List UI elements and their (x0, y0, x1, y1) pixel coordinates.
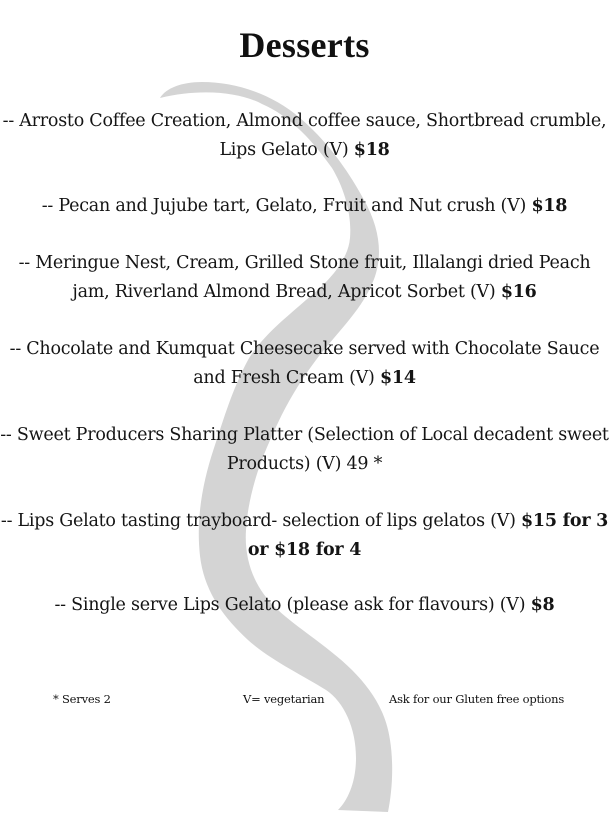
menu-item-text: -- Lips Gelato tasting trayboard- selection of lips gelatos (V) (0, 511, 516, 531)
menu-item (0, 192, 609, 221)
menu-item-price: $18 (353, 140, 390, 160)
menu-item-price: $8 (530, 595, 555, 615)
menu-item-price: $14 (379, 368, 416, 388)
menu-item-text: -- Meringue Nest, Cream, Grilled Stone fruit, Illalangi dried Peach jam, Riverland Almond Bread, Apricot Sorbet (V) (18, 253, 591, 302)
menu-item (0, 249, 609, 307)
vegetarian-note: V= vegetarian (243, 692, 325, 706)
menu-item-text: -- Sweet Producers Sharing Platter (Selection of Local decadent sweet Products) (V) 49 * (0, 425, 609, 474)
menu-item-text: -- Pecan and Jujube tart, Gelato, Fruit and Nut crush (V) (41, 196, 527, 216)
menu-item-text: -- Chocolate and Kumquat Cheesecake served with Chocolate Sauce and Fresh Cream (V) (9, 339, 600, 388)
menu-item (0, 335, 609, 393)
menu-item (0, 591, 609, 620)
menu-item-text: -- Single serve Lips Gelato (please ask for flavours) (V) (54, 595, 526, 615)
serves-note: * Serves 2 (53, 692, 111, 706)
gluten-free-note: Ask for our Gluten free options (389, 692, 565, 706)
menu-item (0, 507, 609, 565)
menu-item-price: $16 (500, 282, 537, 302)
page-title: Desserts (239, 25, 370, 65)
menu-item (0, 107, 609, 165)
menu-item (0, 421, 609, 479)
menu-item-price: $18 (531, 196, 568, 216)
menu-item-price: $15 for 3 or $18 for 4 (247, 511, 609, 560)
menu-item-text: -- Arrosto Coffee Creation, Almond coffee sauce, Shortbread crumble, Lips Gelato (V) (2, 111, 607, 160)
